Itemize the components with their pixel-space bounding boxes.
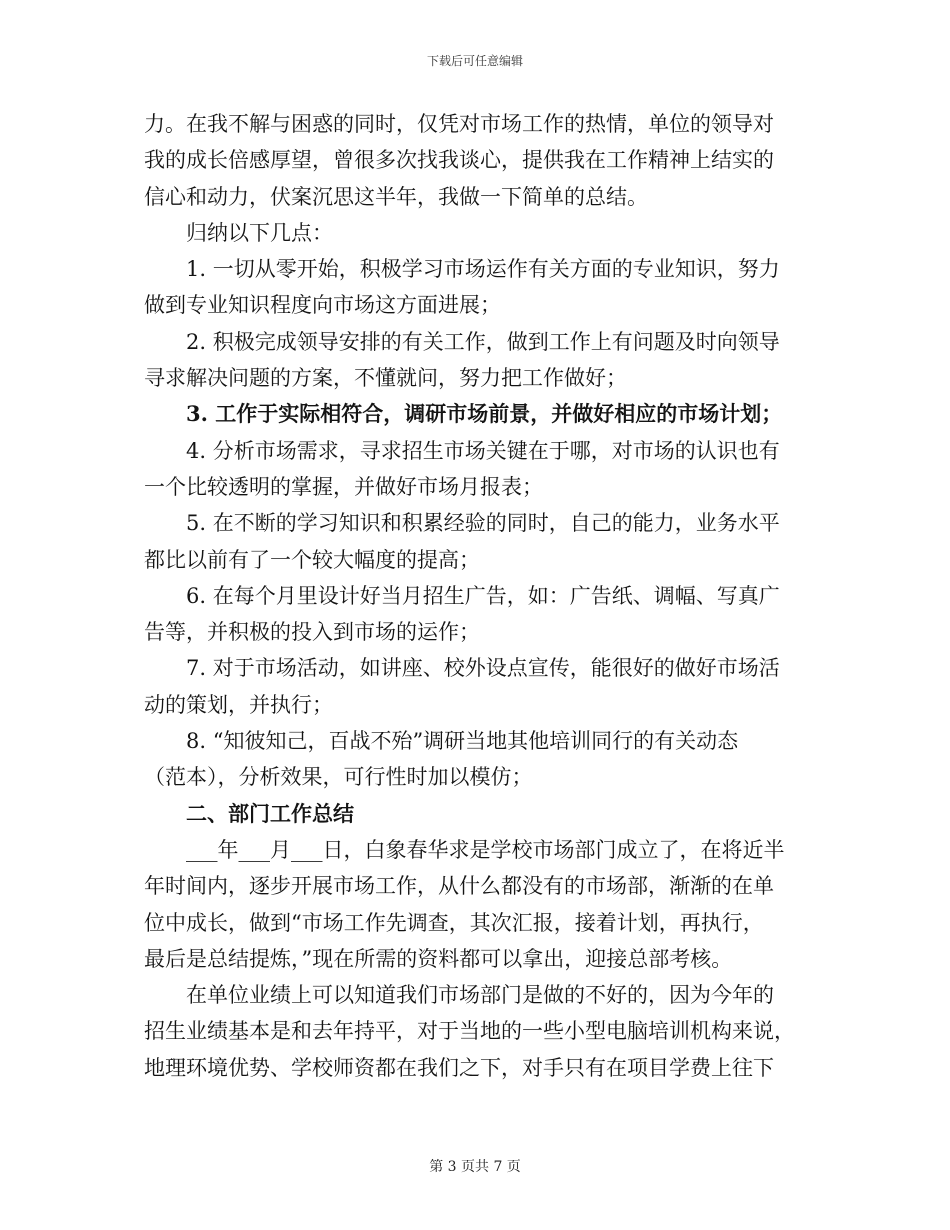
list-item-2-line-1: 2. 积极完成领导安排的有关工作，做到工作上有问题及时向领导: [186, 329, 780, 354]
paragraph-3-line-3: 地理环境优势、学校师资都在我们之下，对手只有在项目学费上往下: [144, 1055, 774, 1080]
list-item-1-line-1: 1. 一切从零开始，积极学习市场运作有关方面的专业知识，努力: [186, 257, 780, 282]
page-footer: 第 3 页共 7 页: [429, 1159, 521, 1175]
list-item-4-line-1: 4. 分析市场需求，寻求招生市场关键在于哪，对市场的认识也有: [186, 438, 780, 463]
list-item-7-line-1: 7. 对于市场活动，如讲座、校外设点宣传，能很好的做好市场活: [186, 656, 780, 681]
list-item-3-line-1: 3. 工作于实际相符合，调研市场前景，并做好相应的市场计划；: [186, 401, 783, 427]
section-heading: 二、部门工作总结: [186, 800, 354, 826]
paragraph-2-line-2: 年时间内，逐步开展市场工作，从什么都没有的市场部，渐渐的在单: [144, 874, 774, 899]
paragraph-2-line-1: ___年___月___日，白象春华求是学校市场部门成立了，在将近半: [186, 837, 785, 862]
list-item-7-line-2: 动的策划，并执行；: [144, 692, 333, 717]
list-item-1-line-2: 做到专业知识程度向市场这方面进展；: [144, 293, 501, 318]
paragraph-1-line-2: 我的成长倍感厚望，曾很多次找我谈心，提供我在工作精神上结实的: [144, 148, 774, 173]
list-item-5-line-2: 都比以前有了一个较大幅度的提高；: [144, 547, 480, 572]
list-item-8-line-2: （范本），分析效果，可行性时加以模仿；: [144, 765, 533, 790]
paragraph-2-line-3: 位中成长，做到“市场工作先调查，其次汇报，接着计划，再执行，: [144, 910, 764, 935]
document-body: [144, 106, 809, 1086]
list-item-6-line-1: 6. 在每个月里设计好当月招生广告，如：广告纸、调幅、写真广: [186, 583, 780, 608]
paragraph-3-line-1: 在单位业绩上可以知道我们市场部门是做的不好的，因为今年的: [186, 983, 774, 1008]
list-item-8-line-1: 8. “知彼知己，百战不殆”调研当地其他培训同行的有关动态: [186, 729, 739, 754]
summary-intro: 归纳以下几点：: [186, 220, 333, 245]
list-item-5-line-1: 5. 在不断的学习知识和积累经验的同时，自己的能力，业务水平: [186, 511, 780, 536]
list-item-2-line-2: 寻求解决问题的方案，不懂就问，努力把工作做好；: [144, 366, 627, 391]
paragraph-2-line-4: 最后是总结提炼，”现在所需的资料都可以拿出，迎接总部考核。: [144, 946, 733, 971]
paragraph-1-line-3: 信心和动力，伏案沉思这半年，我做一下简单的总结。: [144, 184, 648, 209]
list-item-6-line-2: 告等，并积极的投入到市场的运作；: [144, 620, 480, 645]
paragraph-3-line-2: 招生业绩基本是和去年持平，对于当地的一些小型电脑培训机构来说，: [144, 1019, 795, 1044]
paragraph-1-line-1: 力。在我不解与困惑的同时，仅凭对市场工作的热情，单位的领导对: [144, 112, 774, 136]
list-item-4-line-2: 一个比较透明的掌握，并做好市场月报表；: [144, 474, 543, 499]
page-header: 下载后可任意编辑: [426, 54, 523, 68]
